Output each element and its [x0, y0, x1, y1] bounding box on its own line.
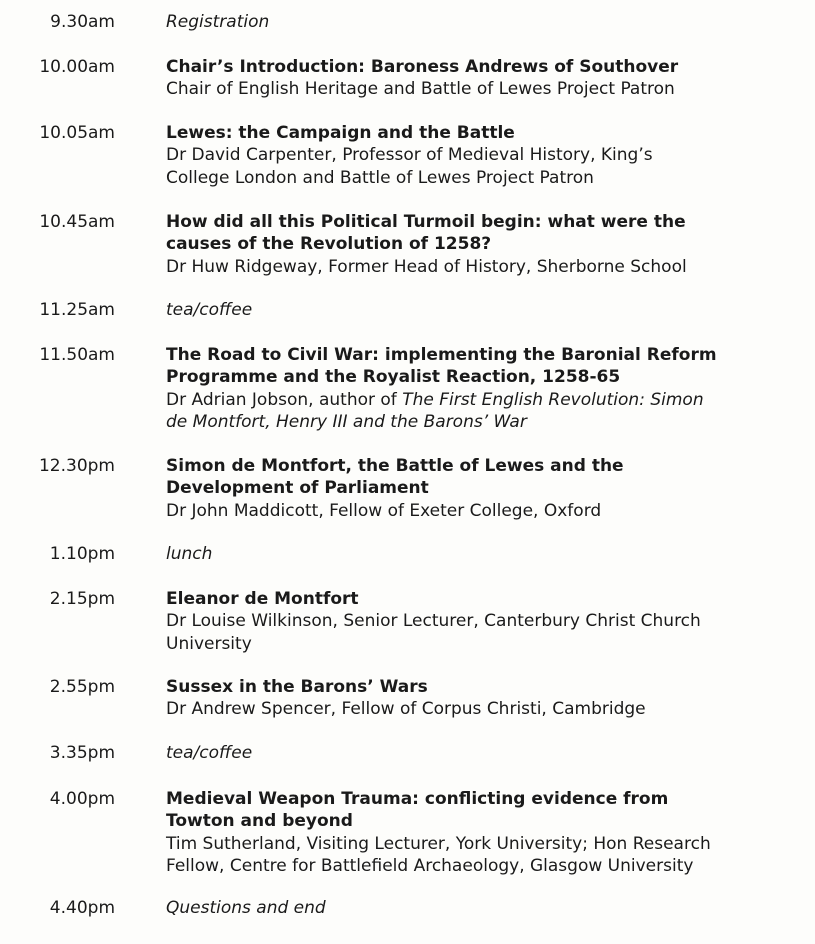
session-title: Eleanor de Montfort	[166, 589, 359, 609]
entry-note: tea/coffee	[166, 743, 253, 763]
session-title: The Road to Civil War: implementing the Baronial Reform	[166, 345, 717, 365]
speaker-detail: Dr Huw Ridgeway, Former Head of History, Sherborne School	[166, 256, 687, 277]
book-title: de Montfort, Henry III and the Barons’ War	[166, 411, 527, 432]
speaker-detail: Dr Andrew Spencer, Fellow of Corpus Christi, Cambridge	[166, 699, 646, 720]
entry-time: 12.30pm	[38, 456, 115, 476]
session-title: Development of Parliament	[166, 478, 429, 499]
session-title: Medieval Weapon Trauma: conflicting evidence from	[166, 789, 669, 809]
entry-time: 9.30am	[50, 12, 115, 32]
entry-time: 4.40pm	[49, 898, 115, 918]
entry-note: lunch	[166, 544, 213, 564]
entry-time: 1.10pm	[49, 544, 115, 564]
session-title: Sussex in the Barons’ Wars	[166, 677, 428, 697]
speaker-detail: College London and Battle of Lewes Project Patron	[166, 167, 594, 188]
session-title: Lewes: the Campaign and the Battle	[166, 123, 515, 143]
speaker-detail: University	[166, 633, 252, 654]
speaker-detail	[166, 389, 766, 411]
speaker-detail: Dr Louise Wilkinson, Senior Lecturer, Canterbury Christ Church	[166, 611, 701, 632]
entry-time: 10.05am	[39, 123, 115, 143]
session-title: How did all this Political Turmoil begin: what were the	[166, 212, 686, 232]
session-title: causes of the Revolution of 1258?	[166, 234, 492, 255]
entry-time: 11.50am	[39, 345, 115, 365]
entry-note: Registration	[166, 12, 270, 32]
speaker-detail: Chair of English Heritage and Battle of Lewes Project Patron	[166, 79, 675, 100]
book-title: The First English Revolution: Simon	[402, 389, 704, 410]
session-title: Towton and beyond	[166, 811, 353, 832]
speaker-detail: Dr David Carpenter, Professor of Medieval History, King’s	[166, 145, 653, 166]
session-title: Chair’s Introduction: Baroness Andrews of Southover	[166, 57, 679, 77]
speaker-detail-prefix: Dr Adrian Jobson, author of	[166, 389, 403, 410]
speaker-detail: Fellow, Centre for Battlefield Archaeology, Glasgow University	[166, 855, 694, 876]
entry-time: 10.45am	[39, 212, 115, 232]
session-title: Simon de Montfort, the Battle of Lewes and the	[166, 456, 624, 476]
entry-note: tea/coffee	[166, 300, 253, 320]
entry-time: 10.00am	[39, 57, 115, 77]
entry-time: 2.15pm	[49, 589, 115, 609]
entry-note: Questions and end	[166, 898, 326, 918]
session-title: Programme and the Royalist Reaction, 1258-65	[166, 367, 621, 388]
entry-time: 3.35pm	[49, 743, 115, 763]
entry-time: 2.55pm	[49, 677, 115, 697]
speaker-detail: Dr John Maddicott, Fellow of Exeter College, Oxford	[166, 500, 602, 521]
entry-time: 11.25am	[39, 300, 115, 320]
speaker-detail: Tim Sutherland, Visiting Lecturer, York University; Hon Research	[166, 833, 711, 854]
entry-time: 4.00pm	[49, 789, 115, 809]
